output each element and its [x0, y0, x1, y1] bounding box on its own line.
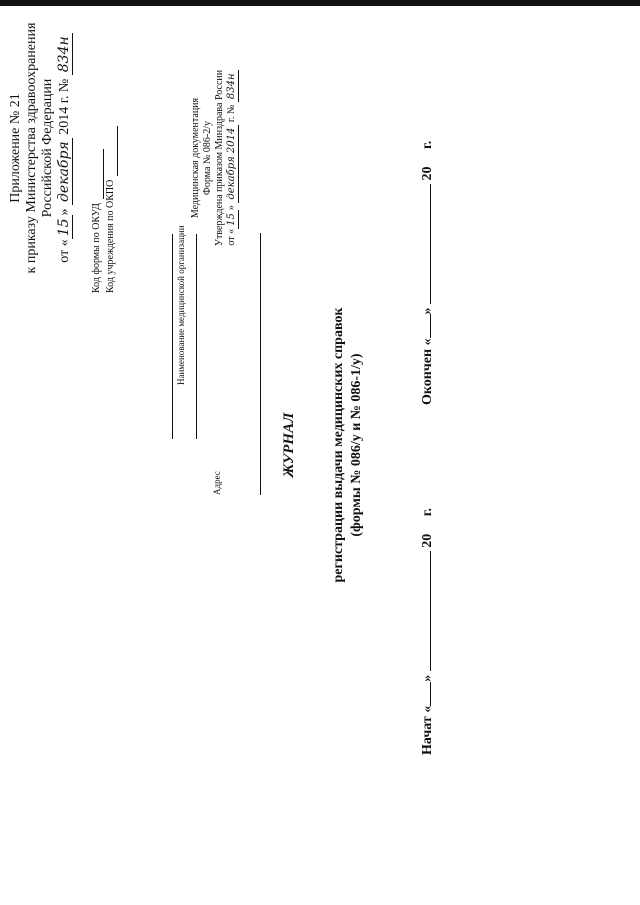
appendix-year: 2014 г. №	[57, 78, 72, 135]
org-name-line	[172, 234, 173, 439]
appendix-order-ref: к приказу Министерства здравоохранения	[24, 22, 39, 274]
address-label: Адрес	[212, 471, 222, 495]
meddoc-month: декабря 2014	[226, 125, 239, 203]
appendix-date-prefix: от «	[57, 239, 72, 263]
appendix-order-number: 834н	[56, 33, 73, 75]
start-label: Начат «	[420, 705, 435, 755]
start-month-blank	[430, 551, 431, 671]
okud-row	[90, 126, 104, 293]
okpo-label: Код учреждения по ОКПО	[105, 179, 116, 293]
meddoc-date-line	[226, 23, 239, 293]
okpo-field	[107, 126, 118, 176]
okud-label: Код формы по ОКУД	[91, 203, 102, 293]
appendix-number: Приложение № 21	[8, 93, 23, 203]
appendix-date-line	[56, 3, 73, 293]
okpo-row	[104, 126, 118, 293]
start-suffix: г.	[420, 507, 435, 517]
meddoc-approved: Утверждена приказом Минздрава России	[214, 69, 225, 247]
start-year: 20	[420, 533, 435, 548]
org-name-label: Наименование медицинской организации	[176, 225, 186, 385]
meddoc-day-close: »	[226, 205, 237, 211]
appendix-day-close: »	[57, 208, 72, 216]
start-date	[420, 508, 436, 755]
meddoc-year: г. №	[226, 104, 237, 123]
start-close: »	[420, 674, 435, 682]
form-codes	[90, 126, 118, 293]
appendix-federation: Российской Федерации	[40, 78, 55, 218]
journal-subtitle-line-2: (формы № 086/у и № 086-1/у)	[349, 353, 364, 537]
start-day-blank	[430, 682, 431, 706]
journal-subtitle-line-1: регистрации выдачи медицинских справок	[331, 307, 346, 583]
end-date	[420, 141, 436, 405]
org-name-line-2	[196, 234, 197, 439]
medical-documentation-block	[190, 23, 239, 293]
end-suffix: г.	[420, 140, 435, 149]
meddoc-title: Медицинская документация	[190, 97, 201, 219]
address-line	[260, 233, 261, 495]
journal-subtitle	[330, 235, 366, 655]
end-label: Окончен «	[420, 338, 435, 405]
meddoc-day: 15	[226, 210, 239, 229]
meddoc-order-number: 834н	[226, 70, 239, 102]
end-month-blank	[430, 184, 431, 304]
end-close: »	[420, 307, 435, 315]
end-year: 20	[420, 166, 435, 181]
journal-title: ЖУРНАЛ	[281, 412, 297, 478]
okud-field	[93, 149, 104, 199]
appendix-month: декабря	[56, 138, 73, 205]
end-day-blank	[430, 314, 431, 338]
appendix-day: 15	[56, 215, 73, 239]
meddoc-date-prefix: от «	[226, 228, 237, 246]
appendix-header	[8, 3, 73, 293]
meddoc-form-number: Форма № 086-2/у	[202, 120, 213, 196]
